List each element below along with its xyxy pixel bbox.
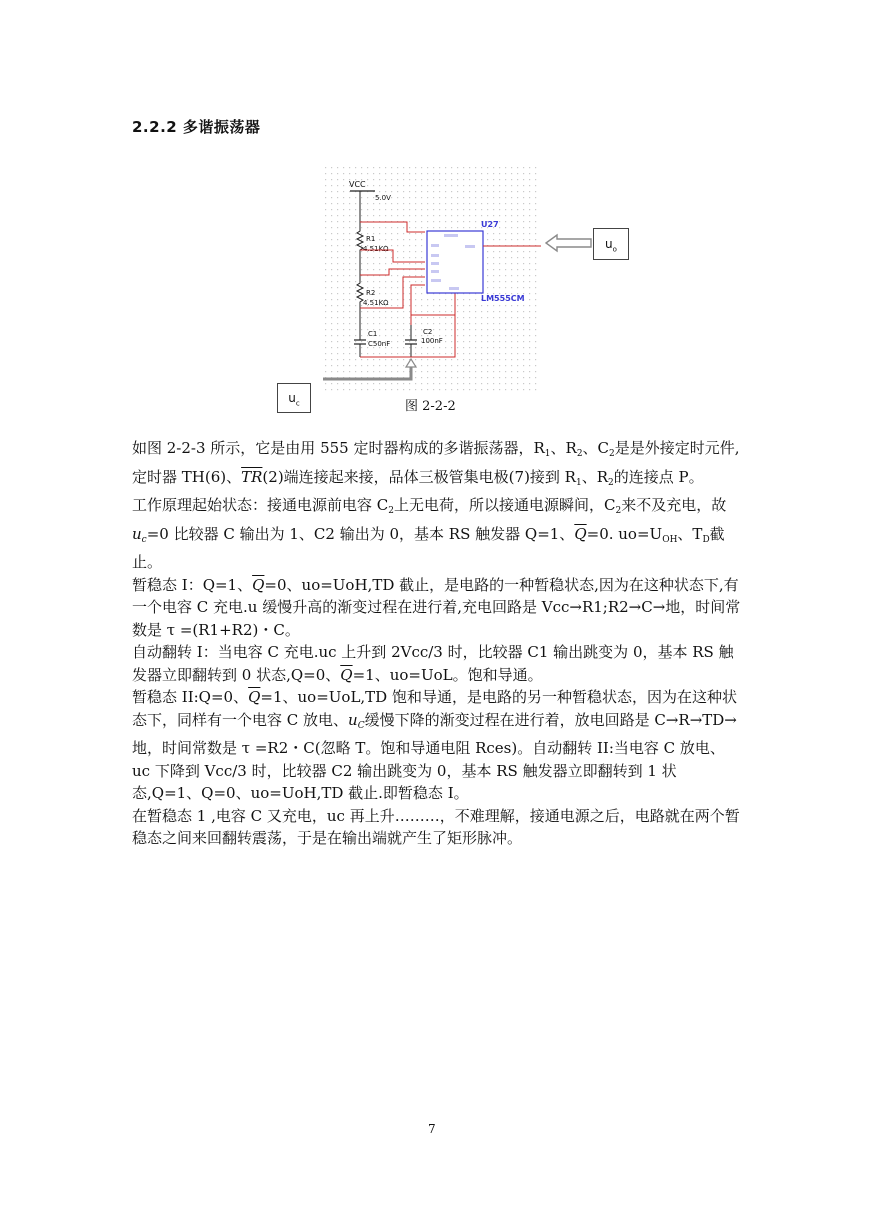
text-run: 、R xyxy=(550,439,577,457)
text-run: 截止。 xyxy=(132,524,725,571)
subscript: OH xyxy=(662,534,678,545)
c2-label: C2 xyxy=(423,328,433,336)
body-text xyxy=(132,437,742,850)
text-run: 暂稳态 II:Q=0、 xyxy=(132,688,249,706)
text-run: 如图 2-2-3 所示，它是由用 555 定时器构成的多谐振荡器，R xyxy=(132,439,545,457)
text-run: 工作原理起始状态：接通电源前电容 C xyxy=(132,496,389,514)
paragraph-5 xyxy=(132,686,742,805)
section-heading: 2.2.2 多谐振荡器 xyxy=(132,118,261,136)
text-run: 缓慢下降的渐变过程在进行着，放电回路是 C→R→TD→地，时间常数是 τ =R2・C(忽略 T。饱和导通电阻 Rces)。自动翻转 II:当电容 C 放电、uc 下降到 Vcc/3 时，比较器 C2 输出跳变为 0，基本 RS 触发器立即翻转到 1 状态,Q=1、Q=0、uo=UoH,TD 截止.即暂稳态 I。 xyxy=(132,710,737,802)
subscript: D xyxy=(702,534,710,545)
subscript: 2 xyxy=(608,477,614,488)
ic-part: LM555CM xyxy=(481,294,525,303)
uc-sub: c xyxy=(295,399,300,408)
c1-label: C1 xyxy=(368,330,378,338)
vcc-value: 5.0V xyxy=(375,194,391,202)
paragraph-6 xyxy=(132,805,742,850)
text-run: 、T xyxy=(677,524,703,543)
subscript: c xyxy=(141,534,147,545)
text-run: 暂稳态 I：Q=1、 xyxy=(132,575,253,594)
text-run: 的连接点 P。 xyxy=(613,467,704,486)
subscript: 2 xyxy=(576,449,583,459)
text-run: 、C xyxy=(582,439,610,457)
uo-sub: o xyxy=(612,245,617,254)
text-run: =0、uo=UoH,TD 截止，是电路的一种暂稳状态,因为在这种状态下,有一个电容 C 充电.u 缓慢升高的渐变过程在进行着,充电回路是 Vcc→R1;R2→C→地，时间常数是 τ =(R1+R2)・C。 xyxy=(132,575,741,639)
text-run: (2)端连接起来接，品体三极管集电极(7)接到 R xyxy=(262,467,576,486)
c2-value: 100nF xyxy=(421,337,443,345)
uc-label: u xyxy=(288,391,296,405)
text-run: 自动翻转 I：当电容 C 充电.uc 上升到 2Vcc/3 时，比较器 C1 输出跳变为 0，基本 RS 触发器立即翻转到 0 状态,Q=0、 xyxy=(132,643,734,684)
subscript: C xyxy=(357,720,365,731)
subscript: 1 xyxy=(575,477,582,488)
page-number: 7 xyxy=(428,1122,436,1136)
text-run: 上无电荷，所以接通电源瞬间，C xyxy=(393,496,616,514)
uo-label-box xyxy=(593,228,629,260)
uc-symbol: u xyxy=(132,524,142,543)
r2-value: 4.51KΩ xyxy=(363,299,389,307)
circuit-figure xyxy=(323,165,541,395)
r2-label: R2 xyxy=(366,289,376,297)
text-run: 是是外接定时元件,定时器 TH(6)、 xyxy=(132,439,740,486)
paragraph-3 xyxy=(132,574,742,642)
q-bar: $\overline{Q}$ xyxy=(340,665,353,684)
text-run: 、R xyxy=(581,467,609,486)
q-bar: $\overline{Q}$ xyxy=(248,688,261,706)
text-run: 来不及充电，故 xyxy=(621,496,727,514)
c1-value: C50nF xyxy=(368,340,391,348)
uo-label: u xyxy=(605,237,613,251)
subscript: 2 xyxy=(615,506,622,516)
q-bar: $\overline{Q}$ xyxy=(252,575,265,594)
subscript: 2 xyxy=(609,449,615,459)
figure-caption: 图 2-2-2 xyxy=(405,399,456,414)
uo-pointer-arrow xyxy=(545,233,593,253)
tr-overline: $\overline{TR}$ xyxy=(241,467,263,486)
ic-ref: U27 xyxy=(481,220,499,229)
text-run: =1、uo=UoL,TD 饱和导通，是电路的另一种暂稳状态，因为在这种状态下，同样有一个电容 C 放电、 xyxy=(132,688,737,729)
r1-label: R1 xyxy=(366,235,376,243)
text-run: =0 比较器 C 输出为 1、C2 输出为 0，基本 RS 触发器 Q=1、 xyxy=(146,524,575,543)
q-bar: $\overline{Q}$ xyxy=(574,524,587,543)
vcc-label: VCC xyxy=(349,180,366,189)
r1-value: 4.51KΩ xyxy=(363,245,389,253)
subscript: 2 xyxy=(388,506,394,516)
paragraph-2 xyxy=(132,494,742,574)
paragraph-4 xyxy=(132,641,742,686)
uc-label-box xyxy=(277,383,311,413)
paragraph-1 xyxy=(132,437,742,494)
circuit-diagram xyxy=(323,165,541,395)
text-run: 在暂稳态 1 ,电容 C 又充电，uc 再上升………，不难理解，接通电源之后，电路就在两个暂稳态之间来回翻转震荡，于是在输出端就产生了矩形脉冲。 xyxy=(132,806,740,847)
subscript: 1 xyxy=(544,449,551,459)
text-run: =0. uo=U xyxy=(586,524,663,543)
text-run: =1、uo=UoL。饱和导通。 xyxy=(352,665,543,684)
uc-symbol: u xyxy=(348,710,358,729)
